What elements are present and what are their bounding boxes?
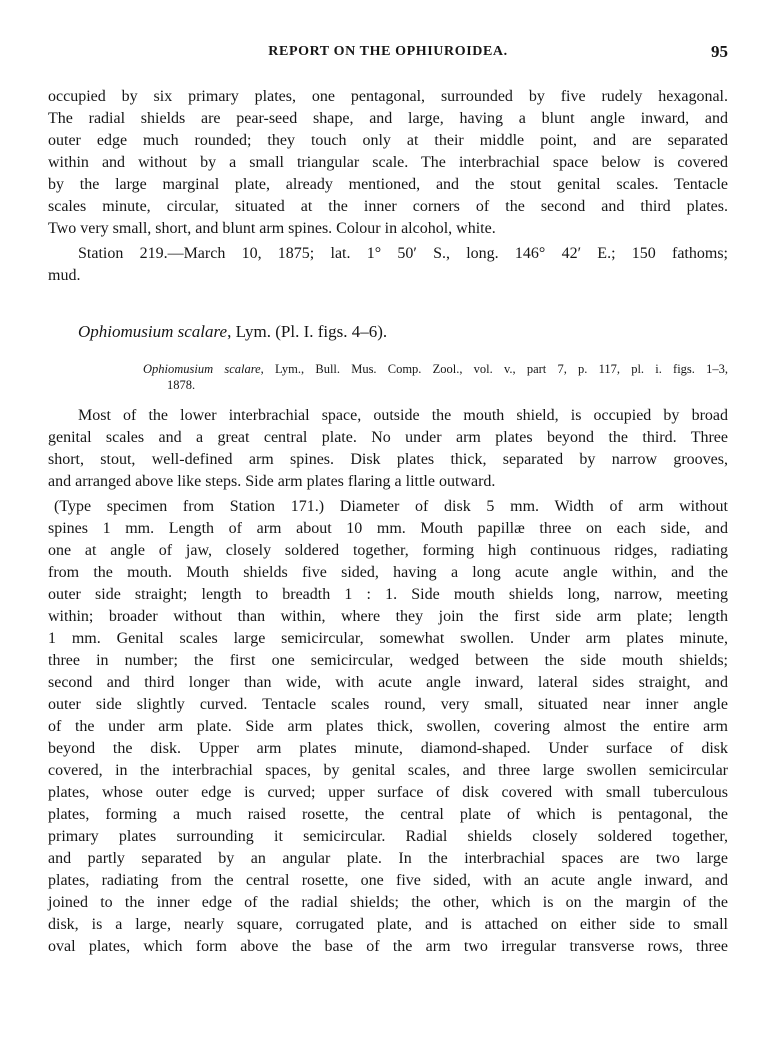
- text-line: by the large marginal plate, already mentioned, and the stout genital scales. Tentacle: [48, 176, 728, 193]
- text-line: one at angle of jaw, closely soldered together, forming high continuous ridges, radiating: [48, 542, 728, 559]
- reference-line: [143, 361, 728, 378]
- text-line: plates, radiating from the central rosette, one five sided, with an acute angle inward, and: [48, 872, 728, 889]
- text-line: outer side slightly curved. Tentacle scales round, very small, situated near inner angle: [48, 696, 728, 713]
- reference-line: 1878.: [167, 378, 196, 392]
- reference-species-name: Ophiomusium scalare: [143, 362, 261, 376]
- text-line: joined to the inner edge of the radial shields; the other, which is on the margin of the: [48, 894, 728, 911]
- text-line: beyond the disk. Upper arm plates minute, diamond-shaped. Under surface of disk: [48, 740, 728, 757]
- text-line: disk, is a large, nearly square, corrugated plate, and is attached on either side to small: [48, 916, 728, 933]
- station-line: mud.: [48, 267, 81, 284]
- reference-citation: , Lym., Bull. Mus. Comp. Zool., vol. v., part 7, p. 117, pl. i. figs. 1–3,: [260, 362, 728, 376]
- text-line: and partly separated by an angular plate. In the interbrachial spaces are two large: [48, 850, 728, 867]
- text-line: The radial shields are pear-seed shape, and large, having a blunt angle inward, and: [48, 110, 728, 127]
- text-line: plates, whose outer edge is curved; upper surface of disk covered with small tuberculous: [48, 784, 728, 801]
- text-line: of the under arm plate. Side arm plates thick, swollen, covering almost the entire arm: [48, 718, 728, 735]
- page-number: 95: [711, 42, 728, 61]
- running-header: [48, 44, 728, 66]
- text-line: second and third longer than wide, with acute angle inward, lateral sides straight, and: [48, 674, 728, 691]
- species-heading: [78, 321, 387, 343]
- text-line: three in number; the first one semicircular, wedged between the side mouth shields;: [48, 652, 728, 669]
- text-line: from the mouth. Mouth shields five sided, having a long acute angle within, and the: [48, 564, 728, 581]
- text-line: within and without by a small triangular scale. The interbrachial space below is covered: [48, 154, 728, 171]
- text-line: (Type specimen from Station 171.) Diameter of disk 5 mm. Width of arm without: [54, 498, 728, 515]
- text-line: outer side straight; length to breadth 1 : 1. Side mouth shields long, narrow, meeting: [48, 586, 728, 603]
- text-line: and arranged above like steps. Side arm plates flaring a little outward.: [48, 473, 496, 490]
- text-line: 1 mm. Genital scales large semicircular, somewhat swollen. Under arm plates minute,: [48, 630, 728, 647]
- text-line: occupied by six primary plates, one pentagonal, surrounded by five rudely hexagonal.: [48, 88, 728, 105]
- header-title: REPORT ON THE OPHIUROIDEA.: [268, 44, 508, 59]
- text-line: covered, in the interbrachial spaces, by genital scales, and three large swollen semicircular: [48, 762, 728, 779]
- text-line: spines 1 mm. Length of arm about 10 mm. Mouth papillæ three on each side, and: [48, 520, 728, 537]
- text-line: genital scales and a great central plate. No under arm plates beyond the third. Three: [48, 429, 728, 446]
- text-line: primary plates surrounding it semicircular. Radial shields closely soldered together,: [48, 828, 728, 845]
- text-line: within; broader without than within, where they join the first side arm plate; length: [48, 608, 728, 625]
- station-line: Station 219.—March 10, 1875; lat. 1° 50′ S., long. 146° 42′ E.; 150 fathoms;: [78, 245, 728, 262]
- text-line: scales minute, circular, situated at the inner corners of the second and third plates.: [48, 198, 728, 215]
- text-line: Most of the lower interbrachial space, outside the mouth shield, is occupied by broad: [78, 407, 728, 424]
- text-line: outer edge much rounded; they touch only at their middle point, and are separated: [48, 132, 728, 149]
- species-name: Ophiomusium scalare: [78, 322, 228, 341]
- text-line: plates, forming a much raised rosette, the central plate of which is pentagonal, the: [48, 806, 728, 823]
- text-line: oval plates, which form above the base of the arm two irregular transverse rows, three: [48, 938, 728, 955]
- text-line: Two very small, short, and blunt arm spines. Colour in alcohol, white.: [48, 220, 496, 237]
- species-authority: , Lym. (Pl. I. figs. 4–6).: [227, 322, 388, 341]
- text-line: short, stout, well-defined arm spines. Disk plates thick, separated by narrow grooves,: [48, 451, 728, 468]
